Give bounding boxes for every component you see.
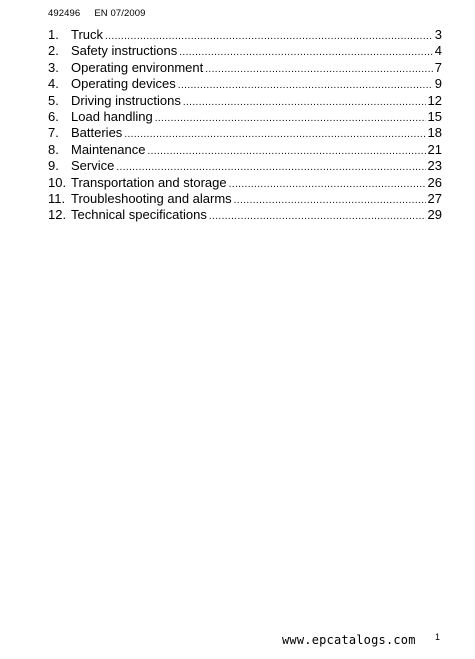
toc-entry-number: 8.	[48, 141, 59, 157]
toc-entry-number: 9.	[48, 158, 59, 174]
toc-entry-driving-instructions[interactable]	[48, 93, 442, 109]
toc-entry-number: 7.	[48, 125, 59, 141]
toc-entry-batteries[interactable]	[48, 125, 442, 141]
toc-entry-title: Operating devices	[71, 76, 176, 92]
toc-entry-page: 9	[434, 76, 442, 92]
footer-page-number: 1	[435, 632, 441, 642]
toc-leader-dots	[178, 78, 433, 94]
toc-leader-dots	[209, 209, 426, 225]
toc-entry-title: Technical specifications	[71, 207, 207, 223]
toc-leader-dots	[229, 177, 426, 193]
toc-entry-title: Driving instructions	[71, 92, 181, 108]
toc-entry-title: Maintenance	[71, 141, 146, 157]
toc-entry-title: Load handling	[71, 108, 153, 124]
toc-entry-number: 1.	[48, 27, 59, 42]
doc-edition: EN 07/2009	[94, 8, 146, 19]
toc-entry-number: 11.	[48, 190, 66, 206]
toc-entry-title: Truck	[71, 27, 104, 42]
toc-entry-load-handling[interactable]	[48, 109, 442, 125]
toc-entry-page: 15	[427, 108, 442, 124]
toc-entry-truck[interactable]	[48, 27, 442, 43]
toc-leader-dots	[205, 62, 433, 78]
toc-entry-page: 12	[427, 92, 442, 108]
toc-entry-number: 6.	[48, 108, 59, 124]
toc-leader-dots	[179, 45, 433, 61]
toc-entry-page: 18	[427, 125, 442, 141]
toc-entry-page: 27	[427, 190, 442, 206]
toc-entry-title: Service	[71, 158, 115, 174]
toc-entry-page: 29	[427, 207, 442, 223]
doc-number: 492496	[48, 8, 81, 19]
toc-entry-operating-devices[interactable]	[48, 76, 442, 92]
toc-leader-dots	[155, 111, 426, 127]
toc-entry-title: Batteries	[71, 125, 123, 141]
toc-entry-number: 3.	[48, 59, 59, 75]
toc-entry-number: 4.	[48, 76, 59, 92]
toc-leader-dots	[124, 127, 425, 143]
table-of-contents	[48, 27, 442, 224]
toc-entry-number: 5.	[48, 92, 59, 108]
toc-entry-technical-specifications[interactable]	[48, 207, 442, 223]
toc-entry-number: 12.	[48, 207, 67, 223]
toc-leader-dots	[183, 95, 426, 111]
toc-entry-service[interactable]	[48, 158, 442, 174]
toc-entry-maintenance[interactable]	[48, 142, 442, 158]
toc-entry-title: Transportation and storage	[71, 174, 227, 190]
document-header	[48, 8, 146, 19]
toc-entry-page: 26	[427, 174, 442, 190]
toc-leader-dots	[234, 193, 426, 209]
toc-entry-operating-environment[interactable]	[48, 60, 442, 76]
toc-entry-number: 2.	[48, 43, 59, 59]
toc-entry-title: Troubleshooting and alarms	[71, 190, 232, 206]
toc-entry-title: Operating environment	[71, 59, 204, 75]
toc-entry-page: 21	[427, 141, 442, 157]
toc-entry-transportation-and-storage[interactable]	[48, 175, 442, 191]
toc-entry-number: 10.	[48, 174, 67, 190]
toc-entry-page: 3	[434, 27, 442, 42]
toc-entry-page: 23	[427, 158, 442, 174]
toc-leader-dots	[147, 144, 425, 160]
toc-entry-page: 4	[434, 43, 442, 59]
toc-entry-page: 7	[434, 59, 442, 75]
toc-entry-title: Safety instructions	[71, 43, 178, 59]
toc-entry-safety-instructions[interactable]	[48, 43, 442, 59]
footer-url: www.epcatalogs.com	[282, 633, 416, 647]
toc-entry-troubleshooting-and-alarms[interactable]	[48, 191, 442, 207]
